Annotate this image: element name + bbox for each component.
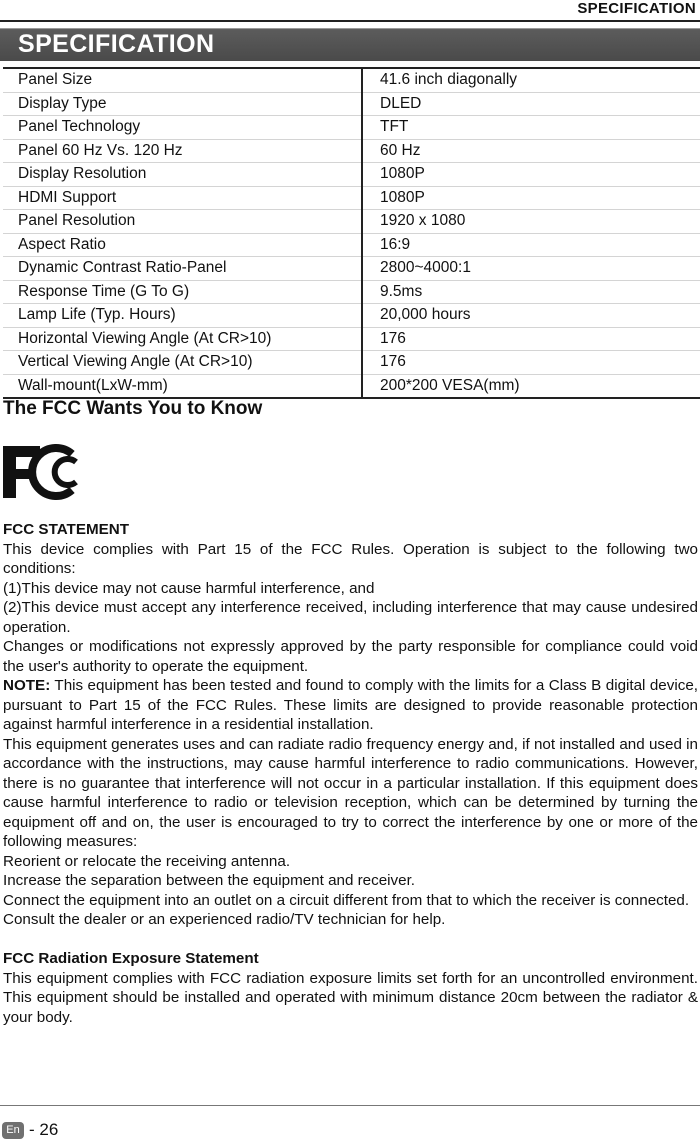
spec-label: Display Type — [3, 92, 362, 116]
spec-label: HDMI Support — [3, 186, 362, 210]
spec-value: 200*200 VESA(mm) — [380, 376, 520, 394]
spec-label: Lamp Life (Typ. Hours) — [3, 304, 362, 328]
spec-value: 176 — [362, 351, 700, 375]
spec-label: Horizontal Viewing Angle (At CR>10) — [3, 327, 362, 351]
spec-value: 20,000 hours — [362, 304, 700, 328]
fcc-paragraph: This equipment generates uses and can radiate radio frequency energy and, if not installed and used in accordance with the instructions, may cause harmful interference to radio communications. However, there is no guarantee that interference will not occur in a particular installation. If this equipment does cause harmful interference to radio or television reception, which can be determined by turning the equipment off and on, the user is encouraged to try to correct the interference by one or more of the following measures: — [3, 735, 698, 850]
footer-rule — [0, 1105, 700, 1106]
fcc-note — [3, 676, 698, 735]
spec-row — [3, 304, 700, 328]
fcc-measure: Consult the dealer or an experienced radio/TV technician for help. — [3, 911, 446, 928]
spec-value: 16:9 — [362, 233, 700, 257]
spec-label: Dynamic Contrast Ratio-Panel — [3, 257, 362, 281]
fcc-section-title: The FCC Wants You to Know — [3, 398, 263, 419]
spec-row — [3, 116, 700, 140]
spec-row — [3, 280, 700, 304]
spec-value: 41.6 inch diagonally — [362, 68, 700, 92]
radiation-heading: FCC Radiation Exposure Statement — [3, 950, 259, 967]
radiation-text: This equipment complies with FCC radiation exposure limits set forth for an uncontrolled environment. This equipment should be installed and operated with minimum distance 20cm between the radiator & your body. — [3, 969, 698, 1026]
fcc-logo — [0, 440, 84, 502]
spec-row — [3, 351, 700, 375]
fcc-measure: Reorient or relocate the receiving antenna. — [3, 852, 291, 870]
spec-value: 9.5ms — [362, 280, 700, 304]
spec-label: Panel Technology — [3, 116, 362, 140]
spec-value: 176 — [362, 327, 700, 351]
spec-row — [3, 92, 700, 116]
section-banner — [0, 28, 700, 61]
spec-value: 1080P — [362, 163, 700, 187]
fcc-paragraph: (2)This device must accept any interference received, including interference that may cause undesired operation. — [3, 599, 698, 636]
spec-label: Vertical Viewing Angle (At CR>10) — [3, 351, 362, 375]
fcc-body — [3, 520, 698, 1027]
running-header-title: SPECIFICATION — [577, 0, 696, 17]
fcc-paragraph: Changes or modifications not expressly approved by the party responsible for compliance could void the user's authority to operate the equipment. — [3, 638, 698, 675]
spec-value: 60 Hz — [362, 139, 700, 163]
note-label: NOTE: — [3, 677, 51, 694]
spec-row — [3, 210, 700, 234]
banner-title: SPECIFICATION — [18, 30, 215, 58]
fcc-statement-heading: FCC STATEMENT — [3, 521, 129, 538]
paragraph-gap — [3, 930, 698, 950]
spec-row — [3, 186, 700, 210]
spec-value: 2800~4000:1 — [362, 257, 700, 281]
fcc-measure: Increase the separation between the equipment and receiver. — [3, 872, 416, 889]
spec-label: Aspect Ratio — [3, 233, 362, 257]
spec-label: Response Time (G To G) — [3, 280, 362, 304]
page-number: - 26 — [29, 1120, 59, 1139]
spec-row — [3, 139, 700, 163]
spec-table — [3, 67, 700, 399]
spec-row — [3, 68, 700, 92]
header-rule — [0, 20, 700, 22]
spec-row — [3, 374, 700, 398]
fcc-paragraph: This device complies with Part 15 of the FCC Rules. Operation is subject to the following two conditions: — [3, 540, 698, 577]
spec-value: 1920 x 1080 — [362, 210, 700, 234]
spec-label: Display Resolution — [3, 163, 362, 187]
note-text: This equipment has been tested and found to comply with the limits for a Class B digital device, pursuant to Part 15 of the FCC Rules. These limits are designed to provide reasonable protection against harmful interference in a residential installation. — [3, 677, 698, 733]
language-badge: En — [2, 1122, 24, 1139]
spec-row — [3, 327, 700, 351]
spec-row — [3, 163, 700, 187]
spec-value: TFT — [362, 116, 700, 140]
spec-label: Panel 60 Hz Vs. 120 Hz — [3, 139, 362, 163]
spec-label: Wall-mount(LxW-mm) — [3, 374, 362, 398]
spec-value: DLED — [362, 92, 700, 116]
spec-value: 1080P — [362, 186, 700, 210]
spec-label: Panel Size — [3, 68, 362, 92]
fcc-paragraph: (1)This device may not cause harmful interference, and — [3, 579, 375, 597]
spec-row — [3, 233, 700, 257]
spec-label: Panel Resolution — [3, 210, 362, 234]
spec-row — [3, 257, 700, 281]
fcc-measure: Connect the equipment into an outlet on a circuit different from that to which the receiver is connected. — [3, 891, 690, 909]
